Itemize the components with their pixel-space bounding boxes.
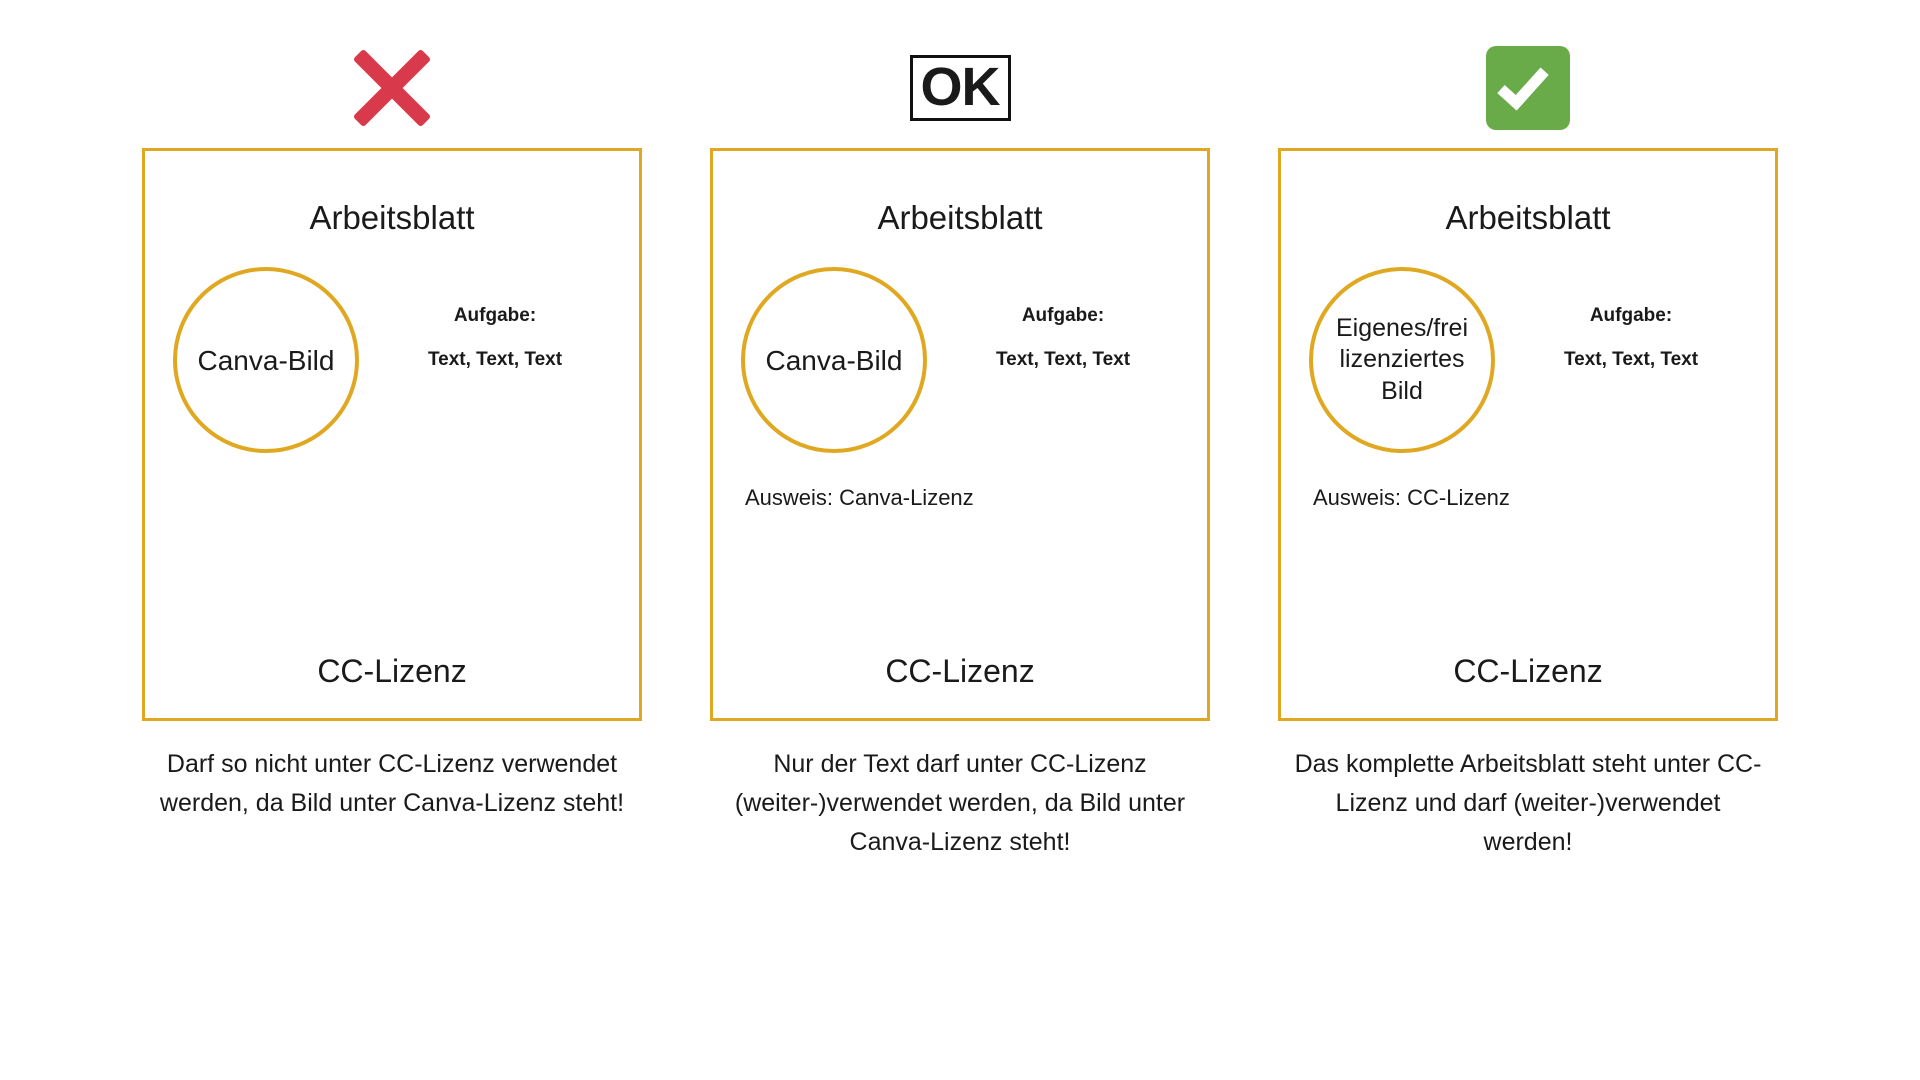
column-caption: Das komplette Arbeitsblatt steht unter CC-Lizenz und darf (weiter-)verwendet werden! xyxy=(1294,750,1762,856)
worksheet-card xyxy=(710,148,1210,721)
worksheet-license: CC-Lizenz xyxy=(885,653,1035,689)
image-placeholder-circle xyxy=(741,267,927,453)
column-caption: Nur der Text darf unter CC-Lizenz (weiter-)verwendet werden, da Bild unter Canva-Lizenz steht! xyxy=(734,750,1186,856)
task-text: Text, Text, Text xyxy=(995,349,1131,370)
worksheet-body xyxy=(145,267,639,467)
worksheet-title: Arbeitsblatt xyxy=(1445,199,1611,236)
cross-icon xyxy=(346,42,438,134)
status-mark-cross xyxy=(346,28,438,148)
worksheet-license: CC-Lizenz xyxy=(317,653,467,689)
image-placeholder-circle xyxy=(1309,267,1495,453)
ok-badge-icon: OK xyxy=(910,55,1011,121)
task-block xyxy=(953,305,1173,371)
column-not-allowed xyxy=(132,28,652,823)
worksheet-body xyxy=(713,267,1207,510)
worksheet-title: Arbeitsblatt xyxy=(309,199,475,236)
task-text: Text, Text, Text xyxy=(427,349,563,370)
image-placeholder-label: Canva-Bild xyxy=(197,344,335,376)
check-icon xyxy=(1486,46,1570,130)
task-text: Text, Text, Text xyxy=(1563,349,1699,370)
column-allowed xyxy=(1268,28,1788,861)
task-label: Aufgabe: xyxy=(453,305,537,326)
column-ok xyxy=(700,28,1220,861)
worksheet-body xyxy=(1281,267,1775,510)
status-mark-ok xyxy=(910,28,1011,148)
worksheet-card xyxy=(1278,148,1778,721)
image-placeholder-label: Eigenes/frei lizenziertes Bild xyxy=(1335,314,1469,405)
status-mark-check xyxy=(1486,28,1570,148)
worksheet-card xyxy=(142,148,642,721)
worksheet-license: CC-Lizenz xyxy=(1453,653,1603,689)
task-block xyxy=(1521,305,1741,371)
license-note: Ausweis: CC-Lizenz xyxy=(1313,485,1510,510)
task-label: Aufgabe: xyxy=(1589,305,1673,326)
image-placeholder-label: Canva-Bild xyxy=(765,344,903,376)
task-block xyxy=(385,305,605,371)
worksheet-title: Arbeitsblatt xyxy=(877,199,1043,236)
image-placeholder-circle xyxy=(173,267,359,453)
column-caption: Darf so nicht unter CC-Lizenz verwendet werden, da Bild unter Canva-Lizenz steht! xyxy=(159,750,625,817)
task-label: Aufgabe: xyxy=(1021,305,1105,326)
license-note: Ausweis: Canva-Lizenz xyxy=(745,485,974,510)
